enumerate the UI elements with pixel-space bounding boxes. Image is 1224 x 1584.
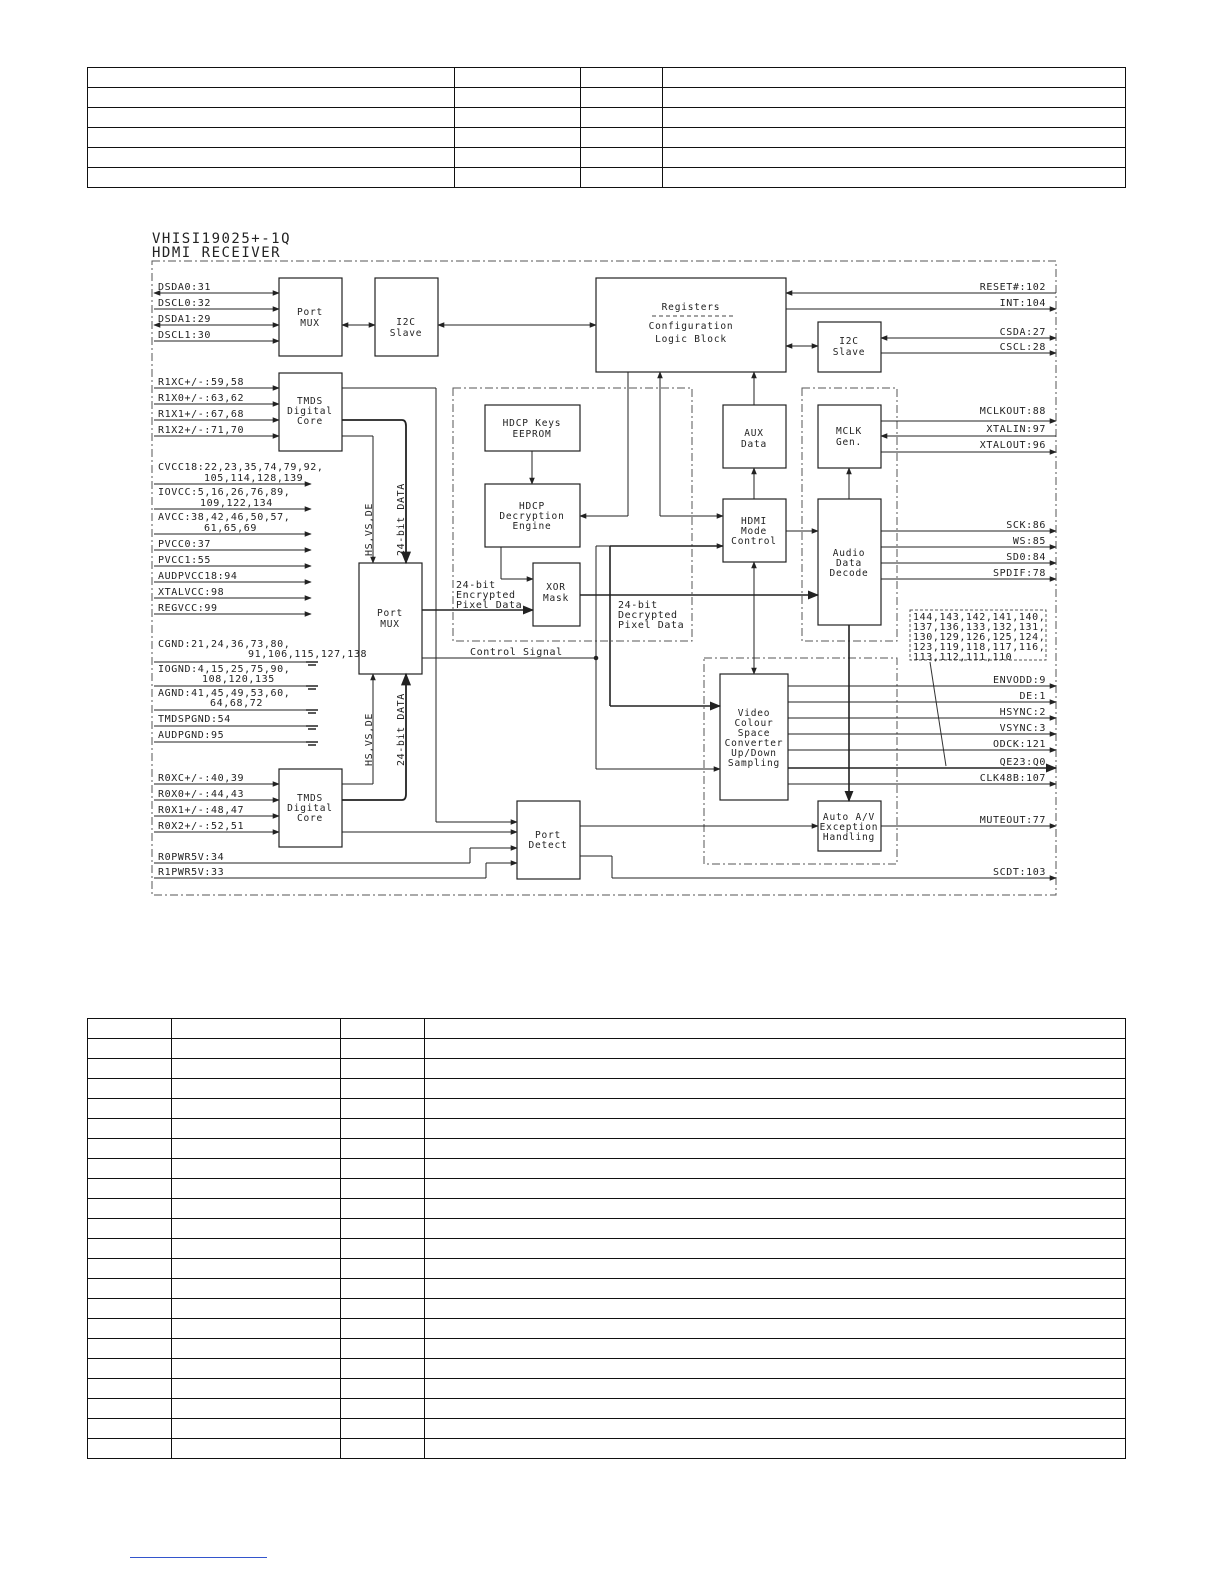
table-cell bbox=[88, 1379, 172, 1399]
table-cell bbox=[580, 88, 663, 108]
svg-text:HSYNC:2: HSYNC:2 bbox=[999, 707, 1046, 718]
svg-text:R0PWR5V:34: R0PWR5V:34 bbox=[158, 852, 225, 863]
table-cell bbox=[340, 1179, 424, 1199]
svg-text:Core: Core bbox=[296, 813, 324, 824]
table-cell bbox=[424, 1219, 1125, 1239]
right-pin-labels bbox=[980, 282, 1046, 878]
table-cell bbox=[88, 1059, 172, 1079]
table-cell bbox=[424, 1319, 1125, 1339]
table-row bbox=[88, 1259, 1126, 1279]
table-cell bbox=[340, 1079, 424, 1099]
table-cell bbox=[171, 1399, 340, 1419]
table-cell bbox=[88, 1139, 172, 1159]
svg-text:HS,VS,DE: HS,VS,DE bbox=[364, 713, 375, 766]
table-cell bbox=[580, 168, 663, 188]
table-row bbox=[88, 1199, 1126, 1219]
table-cell bbox=[424, 1279, 1125, 1299]
table-cell bbox=[171, 1199, 340, 1219]
table-row bbox=[88, 1179, 1126, 1199]
svg-text:HDCP Keys: HDCP Keys bbox=[502, 418, 562, 429]
svg-text:VSYNC:3: VSYNC:3 bbox=[999, 723, 1046, 734]
table-cell bbox=[454, 168, 580, 188]
svg-text:R1X1+/-:67,68: R1X1+/-:67,68 bbox=[158, 409, 245, 420]
table-cell bbox=[454, 68, 580, 88]
table-cell bbox=[171, 1239, 340, 1259]
svg-text:113,112,111,110: 113,112,111,110 bbox=[913, 652, 1013, 663]
svg-text:24-bit DATA: 24-bit DATA bbox=[396, 483, 407, 556]
table-cell bbox=[663, 68, 1126, 88]
table-cell bbox=[340, 1259, 424, 1279]
table-row bbox=[88, 1419, 1126, 1439]
port-mux-top-block bbox=[279, 278, 342, 356]
table-cell bbox=[340, 1219, 424, 1239]
table-cell bbox=[340, 1379, 424, 1399]
table-row bbox=[88, 148, 1126, 168]
svg-text:137,136,133,132,131,: 137,136,133,132,131, bbox=[913, 622, 1046, 633]
video-csc-block bbox=[720, 674, 788, 800]
svg-text:Digital: Digital bbox=[287, 406, 333, 417]
svg-text:DSDA1:29: DSDA1:29 bbox=[158, 314, 211, 325]
svg-text:108,120,135: 108,120,135 bbox=[202, 674, 275, 685]
svg-text:Digital: Digital bbox=[287, 803, 333, 814]
svg-text:DE:1: DE:1 bbox=[1019, 691, 1046, 702]
svg-text:Mask: Mask bbox=[542, 593, 570, 604]
table-cell bbox=[88, 1359, 172, 1379]
svg-text:144,143,142,141,140,: 144,143,142,141,140, bbox=[913, 612, 1046, 623]
svg-text:91,106,115,127,138: 91,106,115,127,138 bbox=[248, 649, 368, 660]
svg-text:R1XC+/-:59,58: R1XC+/-:59,58 bbox=[158, 377, 245, 388]
svg-text:CSDA:27: CSDA:27 bbox=[999, 327, 1046, 338]
svg-text:REGVCC:99: REGVCC:99 bbox=[158, 603, 218, 614]
svg-text:Logic Block: Logic Block bbox=[655, 334, 727, 345]
svg-text:XOR: XOR bbox=[546, 582, 566, 593]
table-cell bbox=[424, 1259, 1125, 1279]
table-cell bbox=[663, 88, 1126, 108]
table-cell bbox=[424, 1399, 1125, 1419]
table-cell bbox=[88, 1119, 172, 1139]
table-row bbox=[88, 1399, 1126, 1419]
svg-text:TMDSPGND:54: TMDSPGND:54 bbox=[158, 714, 231, 725]
table-cell bbox=[88, 1399, 172, 1419]
svg-text:Port: Port bbox=[534, 830, 562, 841]
svg-text:XTALOUT:96: XTALOUT:96 bbox=[979, 440, 1046, 451]
svg-text:Up/Down: Up/Down bbox=[731, 748, 777, 759]
svg-text:Port: Port bbox=[296, 307, 324, 318]
svg-text:Space: Space bbox=[737, 728, 771, 739]
table-cell bbox=[171, 1439, 340, 1459]
table-row bbox=[88, 1319, 1126, 1339]
svg-text:SCK:86: SCK:86 bbox=[1006, 520, 1046, 531]
svg-text:Decode: Decode bbox=[829, 568, 869, 579]
aux-data-block bbox=[723, 405, 786, 468]
table-cell bbox=[340, 1019, 424, 1039]
svg-text:R0X2+/-:52,51: R0X2+/-:52,51 bbox=[158, 821, 245, 832]
table-cell bbox=[340, 1139, 424, 1159]
footer-link-underline bbox=[130, 1557, 267, 1558]
table-cell bbox=[340, 1299, 424, 1319]
table-cell bbox=[88, 168, 455, 188]
svg-text:R1X2+/-:71,70: R1X2+/-:71,70 bbox=[158, 425, 245, 436]
table-cell bbox=[171, 1339, 340, 1359]
svg-text:Gen.: Gen. bbox=[835, 437, 863, 448]
table-cell bbox=[88, 1259, 172, 1279]
table-cell bbox=[424, 1079, 1125, 1099]
table-cell bbox=[340, 1239, 424, 1259]
table-cell bbox=[171, 1159, 340, 1179]
svg-text:Core: Core bbox=[296, 416, 324, 427]
svg-text:Detect: Detect bbox=[528, 840, 568, 851]
hdcp-keys-block bbox=[485, 405, 580, 451]
svg-text:R0X0+/-:44,43: R0X0+/-:44,43 bbox=[158, 789, 245, 800]
table-cell bbox=[424, 1339, 1125, 1359]
table-cell bbox=[171, 1319, 340, 1339]
svg-text:130,129,126,125,124,: 130,129,126,125,124, bbox=[913, 632, 1046, 643]
svg-text:DSCL1:30: DSCL1:30 bbox=[158, 330, 211, 341]
svg-text:AUX: AUX bbox=[744, 428, 764, 439]
table-cell bbox=[580, 68, 663, 88]
svg-text:WS:85: WS:85 bbox=[1012, 536, 1046, 547]
svg-text:109,122,134: 109,122,134 bbox=[200, 498, 273, 509]
svg-text:HDMI: HDMI bbox=[740, 516, 768, 527]
table-cell bbox=[171, 1359, 340, 1379]
svg-text:EEPROM: EEPROM bbox=[512, 429, 552, 440]
svg-text:Colour: Colour bbox=[734, 718, 774, 729]
svg-text:Handling: Handling bbox=[822, 832, 876, 843]
table-cell bbox=[424, 1419, 1125, 1439]
svg-text:MCLKOUT:88: MCLKOUT:88 bbox=[979, 406, 1046, 417]
svg-text:Mode: Mode bbox=[740, 526, 768, 537]
svg-text:64,68,72: 64,68,72 bbox=[210, 698, 263, 709]
table-cell bbox=[88, 1179, 172, 1199]
svg-text:Decryption: Decryption bbox=[499, 511, 565, 522]
table-cell bbox=[171, 1099, 340, 1119]
table-row bbox=[88, 1119, 1126, 1139]
table-cell bbox=[663, 108, 1126, 128]
svg-text:Registers: Registers bbox=[661, 302, 721, 313]
table-row bbox=[88, 1379, 1126, 1399]
table-cell bbox=[171, 1419, 340, 1439]
table-cell bbox=[171, 1259, 340, 1279]
svg-text:TMDS: TMDS bbox=[296, 396, 324, 407]
svg-text:61,65,69: 61,65,69 bbox=[204, 523, 257, 534]
bottom-table bbox=[87, 1018, 1126, 1459]
table-cell bbox=[424, 1019, 1125, 1039]
table-cell bbox=[88, 1019, 172, 1039]
table-row bbox=[88, 88, 1126, 108]
svg-text:PVCC0:37: PVCC0:37 bbox=[158, 539, 211, 550]
port-detect-block bbox=[517, 801, 580, 879]
table-row bbox=[88, 1359, 1126, 1379]
diagram-title: VHISI19025+-1Q bbox=[152, 231, 292, 247]
table-cell bbox=[340, 1419, 424, 1439]
table-cell bbox=[171, 1079, 340, 1099]
svg-text:123,119,118,117,116,: 123,119,118,117,116, bbox=[913, 642, 1046, 653]
table-cell bbox=[663, 128, 1126, 148]
table-cell bbox=[88, 148, 455, 168]
table-row bbox=[88, 1439, 1126, 1459]
table-cell bbox=[580, 108, 663, 128]
svg-text:R1PWR5V:33: R1PWR5V:33 bbox=[158, 867, 225, 878]
svg-text:QE23:Q0: QE23:Q0 bbox=[999, 757, 1046, 768]
svg-text:Data: Data bbox=[835, 558, 863, 569]
svg-text:SPDIF:78: SPDIF:78 bbox=[993, 568, 1046, 579]
diagram-subtitle: HDMI RECEIVER bbox=[152, 245, 282, 261]
svg-text:Configuration: Configuration bbox=[648, 321, 734, 332]
table-cell bbox=[454, 128, 580, 148]
table-cell bbox=[88, 1039, 172, 1059]
table-cell bbox=[663, 168, 1126, 188]
svg-text:I2C: I2C bbox=[396, 317, 416, 328]
tmds-bottom-block bbox=[279, 769, 342, 847]
table-cell bbox=[171, 1039, 340, 1059]
table-cell bbox=[171, 1019, 340, 1039]
svg-text:Pixel Data: Pixel Data bbox=[456, 600, 523, 611]
table-row bbox=[88, 1139, 1126, 1159]
table-cell bbox=[88, 1439, 172, 1459]
svg-text:XTALVCC:98: XTALVCC:98 bbox=[158, 587, 225, 598]
table-cell bbox=[88, 1279, 172, 1299]
table-cell bbox=[340, 1159, 424, 1179]
table-cell bbox=[424, 1199, 1125, 1219]
table-cell bbox=[88, 1219, 172, 1239]
svg-text:AUDPVCC18:94: AUDPVCC18:94 bbox=[158, 571, 238, 582]
table-row bbox=[88, 1079, 1126, 1099]
table-cell bbox=[580, 148, 663, 168]
i2c-slave-left-block bbox=[375, 278, 438, 356]
table-cell bbox=[88, 88, 455, 108]
svg-text:I2C: I2C bbox=[839, 336, 859, 347]
hdmi-mode-block bbox=[723, 499, 786, 562]
table-cell bbox=[340, 1199, 424, 1219]
table-cell bbox=[171, 1219, 340, 1239]
svg-text:CVCC18:22,23,35,74,79,92,: CVCC18:22,23,35,74,79,92, bbox=[158, 462, 324, 473]
svg-text:R0X1+/-:48,47: R0X1+/-:48,47 bbox=[158, 805, 245, 816]
table-cell bbox=[88, 1159, 172, 1179]
svg-text:IOGND:4,15,25,75,90,: IOGND:4,15,25,75,90, bbox=[158, 664, 291, 675]
i2c-slave-right-block bbox=[818, 322, 881, 372]
table-cell bbox=[88, 1239, 172, 1259]
auto-av-block bbox=[818, 801, 881, 851]
table-cell bbox=[340, 1339, 424, 1359]
table-row bbox=[88, 1339, 1126, 1359]
svg-text:Sampling: Sampling bbox=[727, 758, 781, 769]
svg-text:24-bit: 24-bit bbox=[618, 600, 658, 611]
table-cell bbox=[424, 1119, 1125, 1139]
svg-text:24-bit: 24-bit bbox=[456, 580, 496, 591]
table-cell bbox=[663, 148, 1126, 168]
table-cell bbox=[340, 1399, 424, 1419]
table-cell bbox=[424, 1179, 1125, 1199]
table-cell bbox=[88, 1319, 172, 1339]
table-row bbox=[88, 1159, 1126, 1179]
table-cell bbox=[340, 1059, 424, 1079]
svg-text:RESET#:102: RESET#:102 bbox=[979, 282, 1046, 293]
top-table bbox=[87, 67, 1126, 188]
table-cell bbox=[340, 1439, 424, 1459]
svg-text:Control Signal: Control Signal bbox=[470, 647, 563, 658]
table-row bbox=[88, 1279, 1126, 1299]
svg-text:IOVCC:5,16,26,76,89,: IOVCC:5,16,26,76,89, bbox=[158, 487, 291, 498]
table-cell bbox=[88, 1199, 172, 1219]
svg-text:MUX: MUX bbox=[380, 619, 400, 630]
table-row bbox=[88, 128, 1126, 148]
table-cell bbox=[340, 1279, 424, 1299]
svg-text:HS,VS,DE: HS,VS,DE bbox=[364, 503, 375, 556]
table-row bbox=[88, 1239, 1126, 1259]
table-cell bbox=[171, 1379, 340, 1399]
svg-text:CSCL:28: CSCL:28 bbox=[999, 342, 1046, 353]
table-cell bbox=[424, 1359, 1125, 1379]
svg-text:INT:104: INT:104 bbox=[999, 298, 1046, 309]
svg-text:DSDA0:31: DSDA0:31 bbox=[158, 282, 211, 293]
table-cell bbox=[424, 1439, 1125, 1459]
table-cell bbox=[424, 1239, 1125, 1259]
svg-text:DSCL0:32: DSCL0:32 bbox=[158, 298, 211, 309]
svg-text:Decrypted: Decrypted bbox=[618, 610, 678, 621]
table-cell bbox=[424, 1099, 1125, 1119]
table-cell bbox=[88, 1099, 172, 1119]
svg-text:MUX: MUX bbox=[300, 318, 320, 329]
svg-text:AVCC:38,42,46,50,57,: AVCC:38,42,46,50,57, bbox=[158, 512, 291, 523]
table-cell bbox=[171, 1059, 340, 1079]
tmds-top-block bbox=[279, 373, 342, 451]
table-cell bbox=[88, 128, 455, 148]
table-cell bbox=[424, 1039, 1125, 1059]
table-cell bbox=[171, 1139, 340, 1159]
svg-text:MCLK: MCLK bbox=[835, 426, 863, 437]
table-cell bbox=[424, 1299, 1125, 1319]
svg-text:CLK48B:107: CLK48B:107 bbox=[979, 773, 1046, 784]
svg-text:AGND:41,45,49,53,60,: AGND:41,45,49,53,60, bbox=[158, 688, 291, 699]
table-cell bbox=[88, 1299, 172, 1319]
table-cell bbox=[424, 1379, 1125, 1399]
svg-text:SCDT:103: SCDT:103 bbox=[993, 867, 1046, 878]
svg-text:24-bit DATA: 24-bit DATA bbox=[396, 693, 407, 766]
svg-text:Encrypted: Encrypted bbox=[456, 590, 516, 601]
table-row bbox=[88, 1219, 1126, 1239]
table-cell bbox=[88, 68, 455, 88]
svg-text:R0XC+/-:40,39: R0XC+/-:40,39 bbox=[158, 773, 245, 784]
table-row bbox=[88, 1039, 1126, 1059]
svg-text:Converter: Converter bbox=[724, 738, 784, 749]
hdcp-engine-block bbox=[485, 484, 580, 547]
table-cell bbox=[171, 1119, 340, 1139]
svg-text:105,114,128,139: 105,114,128,139 bbox=[204, 473, 304, 484]
svg-text:ENVODD:9: ENVODD:9 bbox=[993, 675, 1046, 686]
table-cell bbox=[88, 1079, 172, 1099]
table-cell bbox=[340, 1099, 424, 1119]
svg-text:Exception: Exception bbox=[819, 822, 879, 833]
table-cell bbox=[340, 1359, 424, 1379]
svg-text:XTALIN:97: XTALIN:97 bbox=[986, 424, 1046, 435]
svg-text:Video: Video bbox=[737, 708, 771, 719]
audio-decode-block bbox=[818, 499, 881, 625]
registers-block bbox=[596, 278, 786, 372]
table-cell bbox=[424, 1059, 1125, 1079]
table-row bbox=[88, 68, 1126, 88]
svg-text:Auto A/V: Auto A/V bbox=[822, 812, 876, 823]
table-cell bbox=[171, 1179, 340, 1199]
table-cell bbox=[340, 1119, 424, 1139]
table-cell bbox=[580, 128, 663, 148]
table-cell bbox=[171, 1299, 340, 1319]
svg-text:TMDS: TMDS bbox=[296, 793, 324, 804]
table-row bbox=[88, 108, 1126, 128]
svg-text:R1X0+/-:63,62: R1X0+/-:63,62 bbox=[158, 393, 245, 404]
svg-text:Pixel Data: Pixel Data bbox=[618, 620, 685, 631]
svg-text:CGND:21,24,36,73,80,: CGND:21,24,36,73,80, bbox=[158, 639, 291, 650]
table-cell bbox=[88, 1339, 172, 1359]
table-cell bbox=[454, 108, 580, 128]
table-cell bbox=[88, 1419, 172, 1439]
svg-text:HDCP: HDCP bbox=[518, 501, 546, 512]
table-cell bbox=[340, 1039, 424, 1059]
svg-text:Audio: Audio bbox=[832, 548, 866, 559]
svg-text:Engine: Engine bbox=[512, 521, 552, 532]
table-cell bbox=[424, 1159, 1125, 1179]
table-cell bbox=[454, 148, 580, 168]
table-row bbox=[88, 168, 1126, 188]
svg-text:PVCC1:55: PVCC1:55 bbox=[158, 555, 211, 566]
table-row bbox=[88, 1099, 1126, 1119]
svg-text:Port: Port bbox=[376, 608, 404, 619]
svg-text:Control: Control bbox=[731, 536, 777, 547]
svg-text:Data: Data bbox=[740, 439, 768, 450]
table-cell bbox=[454, 88, 580, 108]
mclk-gen-block bbox=[818, 405, 881, 468]
table-cell bbox=[88, 108, 455, 128]
xor-mask-block bbox=[533, 563, 580, 626]
table-cell bbox=[171, 1279, 340, 1299]
svg-text:ODCK:121: ODCK:121 bbox=[993, 739, 1046, 750]
svg-text:Slave: Slave bbox=[389, 328, 423, 339]
table-row bbox=[88, 1059, 1126, 1079]
ground-symbols bbox=[306, 662, 318, 745]
svg-text:MUTEOUT:77: MUTEOUT:77 bbox=[979, 815, 1046, 826]
svg-text:SD0:84: SD0:84 bbox=[1006, 552, 1046, 563]
table-row bbox=[88, 1019, 1126, 1039]
port-mux-mid-block bbox=[359, 563, 422, 674]
block-diagram bbox=[140, 226, 1070, 902]
svg-text:AUDPGND:95: AUDPGND:95 bbox=[158, 730, 225, 741]
table-cell bbox=[340, 1319, 424, 1339]
svg-text:Slave: Slave bbox=[832, 347, 866, 358]
table-cell bbox=[424, 1139, 1125, 1159]
table-row bbox=[88, 1299, 1126, 1319]
